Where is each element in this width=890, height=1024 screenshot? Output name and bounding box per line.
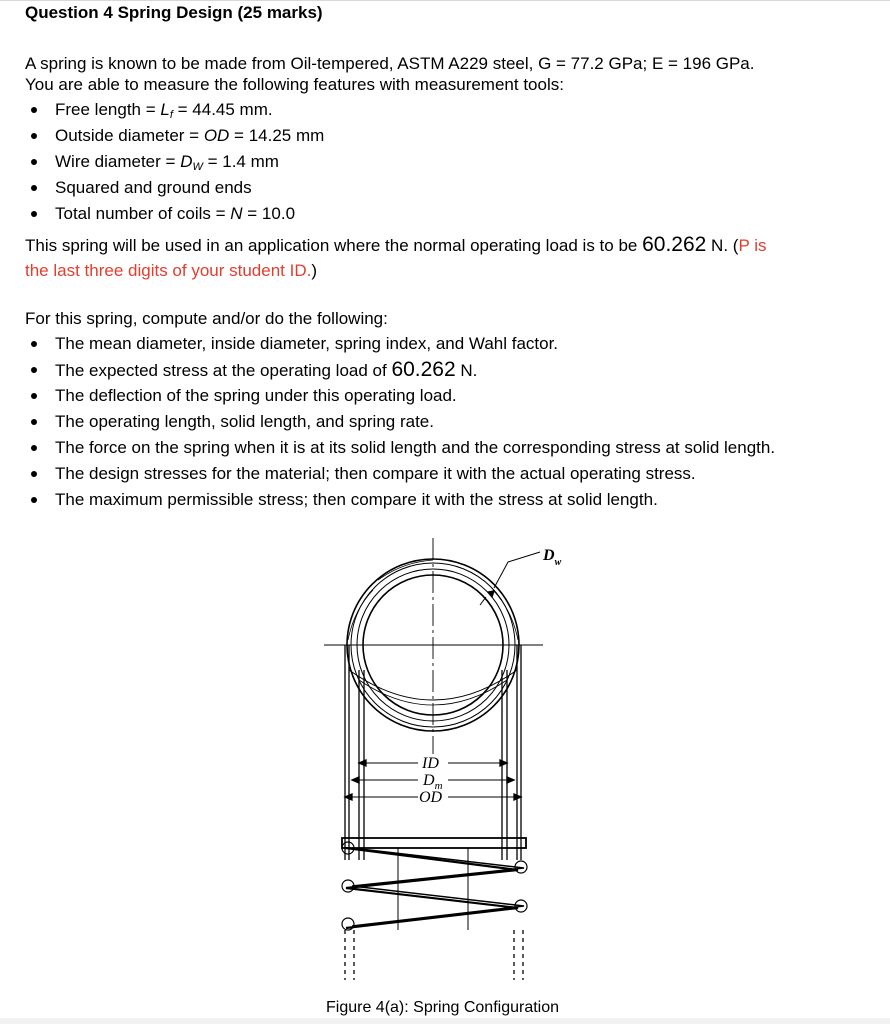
note-student-id: the last three digits of your student ID. <box>25 261 312 280</box>
task-item: The operating length, solid length, and spring rate. <box>25 409 775 435</box>
question-heading: Question 4 Spring Design (25 marks) <box>25 3 323 22</box>
intro-paragraph <box>25 53 754 95</box>
application-paragraph <box>25 232 766 283</box>
task-load-value: 60.262 <box>391 358 456 381</box>
label-od: OD <box>419 789 443 806</box>
task-item: The force on the spring when it is at its solid length and the corresponding stress at solid length. <box>25 435 775 461</box>
bottom-shade <box>0 1018 890 1024</box>
label-id: ID <box>422 755 439 772</box>
figure-caption: Figure 4(a): Spring Configuration <box>326 999 560 1016</box>
note-p-is: P is <box>738 236 767 255</box>
tasks-list <box>25 331 775 513</box>
application-line-1: This spring will be used in an application where the normal operating load is to be 60.262 N. (P is <box>25 233 767 256</box>
spring-figure <box>318 530 578 985</box>
task-item: The mean diameter, inside diameter, spring index, and Wahl factor. <box>25 331 775 357</box>
top-rule <box>0 0 890 1</box>
task-item: The deflection of the spring under this operating load. <box>25 383 775 409</box>
task-item: The design stresses for the material; then compare it with the actual operating stress. <box>25 461 775 487</box>
feature-free-length: Free length = $L_f = 44.45$ mm. <box>25 97 324 123</box>
operating-load-value: 60.262 <box>642 233 707 256</box>
feature-ends: Squared and ground ends <box>25 175 324 201</box>
label-dm: $D_m$ <box>423 772 443 792</box>
feature-wire-diameter: Wire diameter = $D_W = 1.4$ mm <box>25 149 324 175</box>
intro-line-2: You are able to measure the following features with measurement tools: <box>25 75 564 94</box>
label-dw: $D_w$ <box>543 547 562 568</box>
feature-outside-diameter: Outside diameter = OD = 14.25 mm <box>25 123 324 149</box>
task-item: The expected stress at the operating load of 60.262 N. <box>25 357 775 383</box>
feature-total-coils: Total number of coils = N = 10.0 <box>25 201 324 227</box>
features-list <box>25 97 324 227</box>
tasks-intro: For this spring, compute and/or do the following: <box>25 309 388 328</box>
application-line-2: the last three digits of your student ID.) <box>25 261 317 280</box>
intro-line-1: A spring is known to be made from Oil-tempered, ASTM A229 steel, G = 77.2 GPa; E = 196 GPa. <box>25 54 755 73</box>
task-item: The maximum permissible stress; then compare it with the stress at solid length. <box>25 487 775 513</box>
